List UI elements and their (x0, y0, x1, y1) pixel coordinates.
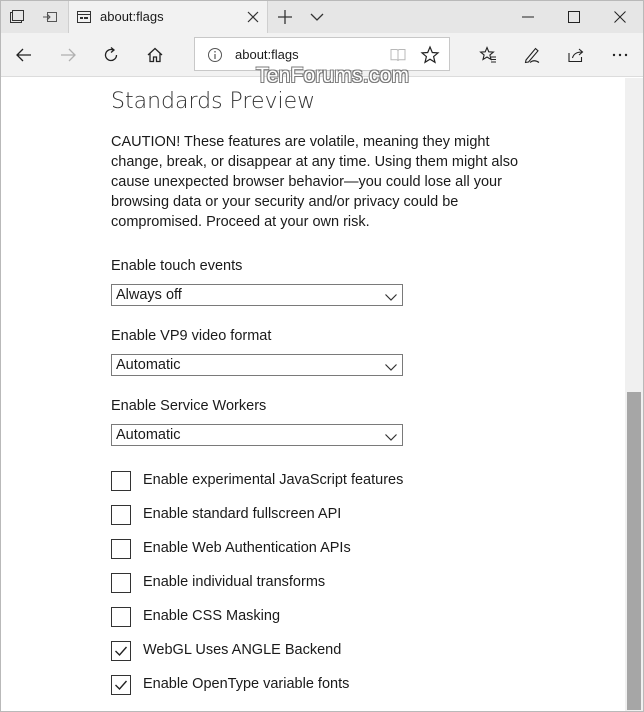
chevron-down-icon[interactable] (301, 1, 333, 33)
checkbox-row[interactable] (111, 675, 531, 697)
page-title: Standards Preview (111, 89, 316, 114)
chevron-down-icon (384, 429, 398, 443)
select-value: Automatic (116, 357, 181, 373)
hub-icon[interactable] (468, 35, 508, 75)
minimize-button[interactable] (505, 1, 551, 33)
checkbox-label: Enable OpenType variable fonts (143, 676, 350, 692)
checkbox-row[interactable] (111, 573, 531, 595)
chevron-down-icon (384, 289, 398, 303)
address-url[interactable]: about:flags (235, 47, 299, 62)
checkbox-row[interactable] (111, 505, 531, 527)
checkbox-label: Enable CSS Masking (143, 608, 281, 624)
checkbox[interactable] (111, 607, 131, 627)
close-icon[interactable] (245, 9, 261, 25)
tab-preview-icon[interactable] (1, 1, 33, 33)
set-aside-tabs-icon[interactable] (34, 1, 66, 33)
checkmark-icon (114, 678, 128, 692)
share-icon[interactable] (556, 35, 596, 75)
select-label-service-workers: Enable Service Workers (111, 398, 267, 414)
more-icon[interactable] (600, 35, 640, 75)
tab-title: about:flags (100, 9, 164, 24)
checkbox[interactable] (111, 573, 131, 593)
checkbox-label: WebGL Uses ANGLE Backend (143, 642, 342, 658)
back-arrow-icon[interactable] (4, 35, 44, 75)
scrollbar-thumb[interactable] (627, 392, 641, 710)
checkmark-icon (114, 644, 128, 658)
checkbox[interactable] (111, 675, 131, 695)
page-icon (76, 9, 92, 25)
checkbox-row[interactable] (111, 641, 531, 663)
checkbox-row[interactable] (111, 539, 531, 561)
checkbox-row[interactable] (111, 471, 531, 493)
home-icon[interactable] (135, 35, 175, 75)
info-icon[interactable] (207, 47, 223, 63)
checkbox[interactable] (111, 539, 131, 559)
select-service-workers[interactable] (111, 424, 403, 446)
select-vp9-video-format[interactable] (111, 354, 403, 376)
plus-icon[interactable] (269, 1, 301, 33)
checkbox[interactable] (111, 505, 131, 525)
book-icon (389, 46, 407, 64)
checkbox-label: Enable Web Authentication APIs (143, 540, 351, 556)
vertical-scrollbar[interactable] (625, 78, 643, 711)
forward-arrow-icon (48, 35, 88, 75)
close-window-button[interactable] (597, 1, 643, 33)
select-touch-events[interactable] (111, 284, 403, 306)
star-icon[interactable] (420, 45, 440, 65)
select-value: Automatic (116, 427, 181, 443)
caution-text: CAUTION! These features are volatile, meaning they might change, break, or disappear at any time. Using them might also cause unexpected browser behavior—you could lose all your browsing data or your security and/or privacy could be compromised. Proceed at your own risk. (111, 134, 519, 230)
checkbox-row[interactable] (111, 607, 531, 629)
checkbox-label: Enable individual transforms (143, 574, 326, 590)
select-label-touch-events: Enable touch events (111, 258, 243, 274)
title-bar (1, 1, 643, 33)
pen-icon[interactable] (512, 35, 552, 75)
watermark: TenForums.com (256, 64, 410, 87)
tab-about-flags[interactable] (68, 1, 268, 33)
chevron-down-icon (384, 359, 398, 373)
checkbox-label: Enable experimental JavaScript features (143, 472, 404, 488)
maximize-button[interactable] (551, 1, 597, 33)
select-label-vp9: Enable VP9 video format (111, 328, 272, 344)
refresh-icon[interactable] (91, 35, 131, 75)
checkbox[interactable] (111, 471, 131, 491)
page-content (1, 78, 625, 711)
checkbox[interactable] (111, 641, 131, 661)
select-value: Always off (116, 287, 182, 303)
checkbox-label: Enable standard fullscreen API (143, 506, 342, 522)
